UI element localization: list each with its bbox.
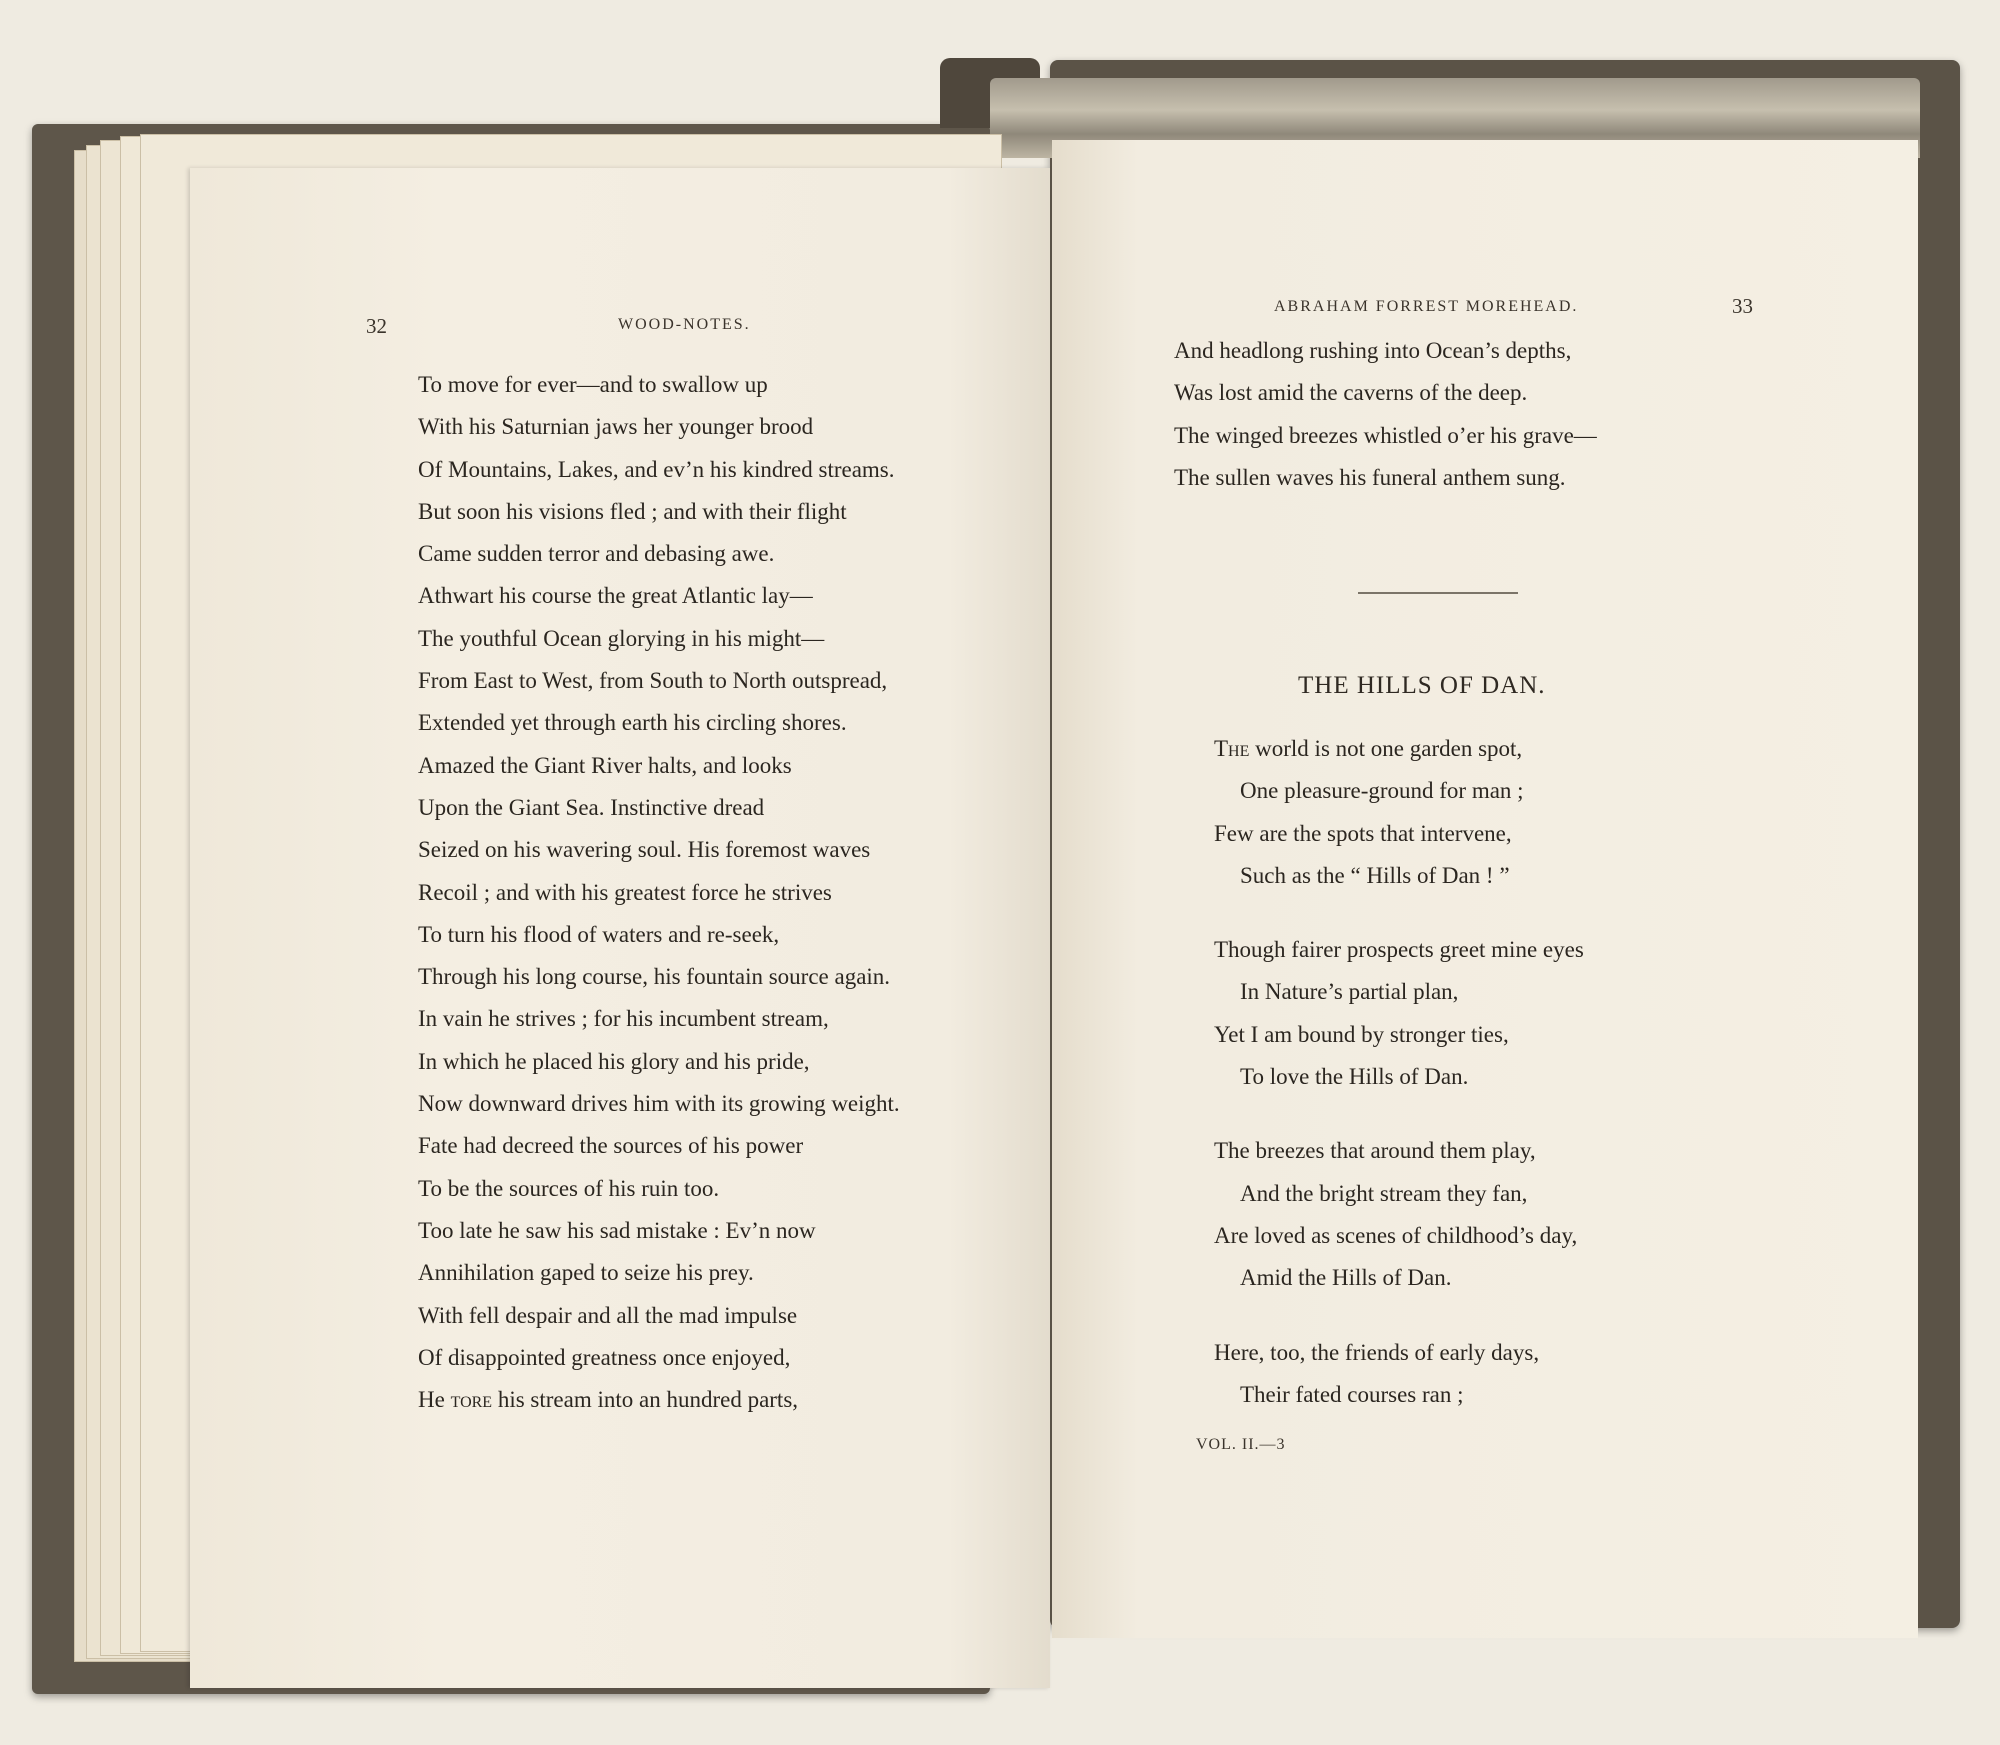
verse-line: One pleasure-ground for man ; — [1240, 778, 1524, 804]
verse-line: In vain he strives ; for his incumbent stream, — [418, 1006, 829, 1032]
verse-line: Their fated courses ran ; — [1240, 1381, 1464, 1407]
verse-line: Fate had decreed the sources of his power — [418, 1133, 804, 1159]
verse-line: From East to West, from South to North outspread, — [418, 668, 888, 694]
verse-line: Too late he saw his sad mistake : Ev’n now — [418, 1217, 816, 1243]
verse-line: Now downward drives him with its growing weight. — [418, 1091, 900, 1117]
verse-line: Through his long course, his fountain source again. — [418, 964, 891, 990]
verse-line: Seized on his wavering soul. His foremost waves — [418, 837, 871, 863]
section-rule — [1358, 592, 1518, 594]
verse-line — [1214, 728, 1584, 770]
smallcaps-word: tore — [450, 1387, 493, 1413]
drop-word: The — [1214, 736, 1250, 761]
verse-line: Here, too, the friends of early days, — [1214, 1339, 1540, 1365]
stanza — [1214, 728, 1584, 897]
verse-line: Such as the “ Hills of Dan ! ” — [1240, 862, 1510, 888]
verse-line: Amid the Hills of Dan. — [1240, 1265, 1452, 1291]
verse-line: Though fairer prospects greet mine eyes — [1214, 937, 1584, 963]
verse-line: Was lost amid the caverns of the deep. — [1174, 380, 1528, 406]
verse-line: Upon the Giant Sea. Instinctive dread — [418, 794, 765, 820]
stanza — [1214, 1332, 1584, 1417]
stanza — [1214, 929, 1584, 1098]
verse-line: And headlong rushing into Ocean’s depths, — [1174, 338, 1572, 363]
left-page — [190, 168, 1050, 1688]
verse-line: And the bright stream they fan, — [1240, 1180, 1528, 1206]
verse-line: To be the sources of his ruin too. — [418, 1175, 720, 1201]
stanza — [1214, 1130, 1584, 1299]
running-head-left: WOOD-NOTES. — [618, 316, 751, 333]
poem-text-left — [418, 364, 900, 1421]
verse-line: But soon his visions fled ; and with their flight — [418, 498, 847, 524]
verse-line: In Nature’s partial plan, — [1240, 979, 1459, 1005]
verse-line: Annihilation gaped to seize his prey. — [418, 1260, 754, 1286]
signature-mark: VOL. II.—3 — [1196, 1436, 1286, 1453]
verse-line: In which he placed his glory and his pride, — [418, 1048, 810, 1074]
verse-line: Yet I am bound by stronger ties, — [1214, 1021, 1509, 1047]
verse-line: The youthful Ocean glorying in his might— — [418, 625, 825, 651]
page-number-left: 32 — [366, 314, 387, 338]
verse-line: The breezes that around them play, — [1214, 1138, 1536, 1164]
verse-line: Came sudden terror and debasing awe. — [418, 541, 775, 567]
running-head-right: ABRAHAM FORREST MOREHEAD. — [1274, 298, 1579, 315]
verse-line: Athwart his course the great Atlantic lay— — [418, 583, 813, 609]
verse-line: Few are the spots that intervene, — [1214, 820, 1512, 846]
verse-line: To love the Hills of Dan. — [1240, 1064, 1469, 1090]
right-page — [1052, 140, 1918, 1638]
verse-line — [418, 1379, 900, 1421]
verse-line: Of disappointed greatness once enjoyed, — [418, 1344, 791, 1370]
verse-line: The sullen waves his funeral anthem sung. — [1174, 464, 1566, 490]
verse-line: To move for ever—and to swallow up — [418, 372, 768, 397]
verse-line: With his Saturnian jaws her younger brood — [418, 414, 814, 440]
page-number-right: 33 — [1732, 294, 1753, 318]
verse-line: Extended yet through earth his circling shores. — [418, 710, 847, 736]
poem-title: THE HILLS OF DAN. — [1298, 672, 1546, 699]
verse-line: Of Mountains, Lakes, and ev’n his kindred streams. — [418, 456, 895, 482]
verse-line: Recoil ; and with his greatest force he strives — [418, 879, 832, 905]
verse-line-text: his stream into an hundred parts, — [492, 1387, 799, 1413]
verse-line: With fell despair and all the mad impulse — [418, 1302, 798, 1328]
poem-continuation — [1174, 330, 1597, 499]
verse-line: Amazed the Giant River halts, and looks — [418, 752, 792, 778]
verse-line-text: world is not one garden spot, — [1249, 736, 1523, 761]
poem-hills-of-dan — [1214, 728, 1584, 1448]
verse-line-text: He — [418, 1387, 451, 1413]
verse-line: The winged breezes whistled o’er his grave— — [1174, 422, 1597, 448]
verse-line: To turn his flood of waters and re-seek, — [418, 921, 780, 947]
verse-line: Are loved as scenes of childhood’s day, — [1214, 1222, 1578, 1248]
